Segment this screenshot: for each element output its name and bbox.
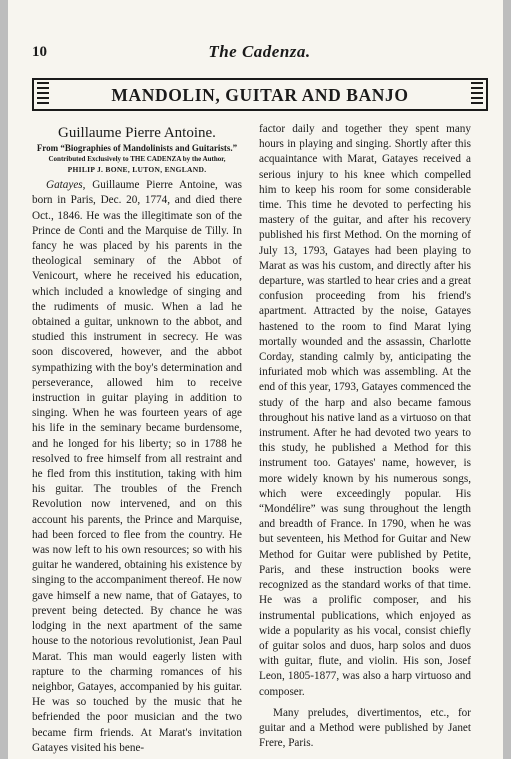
article-contribution-note: Contributed Exclusively to THE CADENZA by the Author,: [48, 155, 226, 164]
section-title: MANDOLIN, GUITAR AND BANJO: [111, 85, 409, 105]
page-number: 10: [32, 44, 47, 60]
lead-name: Gatayes,: [46, 179, 86, 192]
section-banner: [32, 78, 488, 111]
paragraph-1: [32, 178, 242, 756]
magazine-page: [8, 0, 503, 759]
article-author: PHILIP J. BONE, LUTON, ENGLAND.: [67, 165, 207, 175]
paragraph-2: Many preludes, divertimentos, etc., for guitar and a Method were published by Janet Frere, Paris.: [259, 706, 471, 750]
article-source: From “Biographies of Mandolinists and Guitarists.”: [36, 143, 238, 154]
column-right: [259, 122, 471, 751]
paragraph-1-text: Guillaume Pierre Antoine, was born in Paris, Dec. 20, 1774, and died there Oct., 1846. He was the illegitimate son of the Prince de Conti and the Marquise de Tilly. In fancy he was placed by his parents in the theological seminary of the Abbot of Venicourt, where he received his education, which included a knowledge of singing and the rudiments of music. When a lad he obtained a guitar, unknown to the abbot, and studied this instrument in secrecy. He was soon discovered, however, and the abbot sympathizing with the boy's determination and perseverance, allowed him to receive instruction in guitar playing in addition to singing. When he was fourteen years of age his life in the seminary became burdensome, and he longed for his liberty; so in 1788 he resolved to free himself from all restraint and he fled from this institution, taking with him his guitar. The troubles of the French Revolution now intervened, and on this account his parents, the Prince and Marquise, had been forced to flee from the country. He was now left to his own resources; so with his guitar he wandered, obtaining his existence by singing to the accompaniment thereof. He now gave himself a new name, that of Gatayes, to prevent being detected. By chance he was lodging in the next apartment of the same house to the notorious revolutionist, Jean Paul Marat. This man would eagerly listen with rapture to the charming romances of his neighbor, Gatayes, accompanied by his guitar. He was so touched by the music that he befriended the poor musician and the two became firm friends. At Marat's invitation Gatayes visited his bene-: [32, 179, 242, 754]
banner-ornament-right: [471, 82, 483, 107]
running-header: [32, 44, 487, 66]
journal-title: The Cadenza.: [208, 42, 311, 61]
paragraph-1-continued: factor daily and together they spent many hours in playing and singing. Shortly after this acquaintance with Marat, Gatayes received a serious injury to his knee which compelled him to keep his room for some considerable time. This time he devoted to perfecting his mastery of the guitar, and after his recovery published his first Method. On the morning of July 13, 1793, Gatayes had been playing to Marat as was his custom, and directly after his departure, was startled to hear cries and a great confusion proceeding from his friend's apartment. Attracted by the noise, Gatayes hastened to the room to find Marat lying mortally wounded and the assassin, Charlotte Corday, standing calmly by, anticipating the infuriated mob which was assembling. At the end of this year, 1793, Gatayes commenced the study of the harp and also became famous throughout his native land as a virtuoso on that instrument. After he had devoted two years to this study, he published a Method for this instrument too. Gatayes' name, however, is more widely known by his numerous songs, which were exceedingly popular. His “Mondélire” was sung throughout the length and breadth of France. In 1790, when he was but seventeen, his Method for Guitar and New Method for Guitar were published by Petite, Paris, and these instruction books were recognized as the standard works of that time. He was a prolific composer, and his instrumental publications, which enjoyed as wide a popularity as his vocal, consist chiefly of guitar solos and duos, harp solos and duos with guitar, flute, and violin. His son, Josef Leon, 1805-1877, was also a harp virtuoso and composer.: [259, 123, 471, 698]
article-title: Guillaume Pierre Antoine.: [58, 125, 216, 141]
column-left: [32, 122, 242, 756]
